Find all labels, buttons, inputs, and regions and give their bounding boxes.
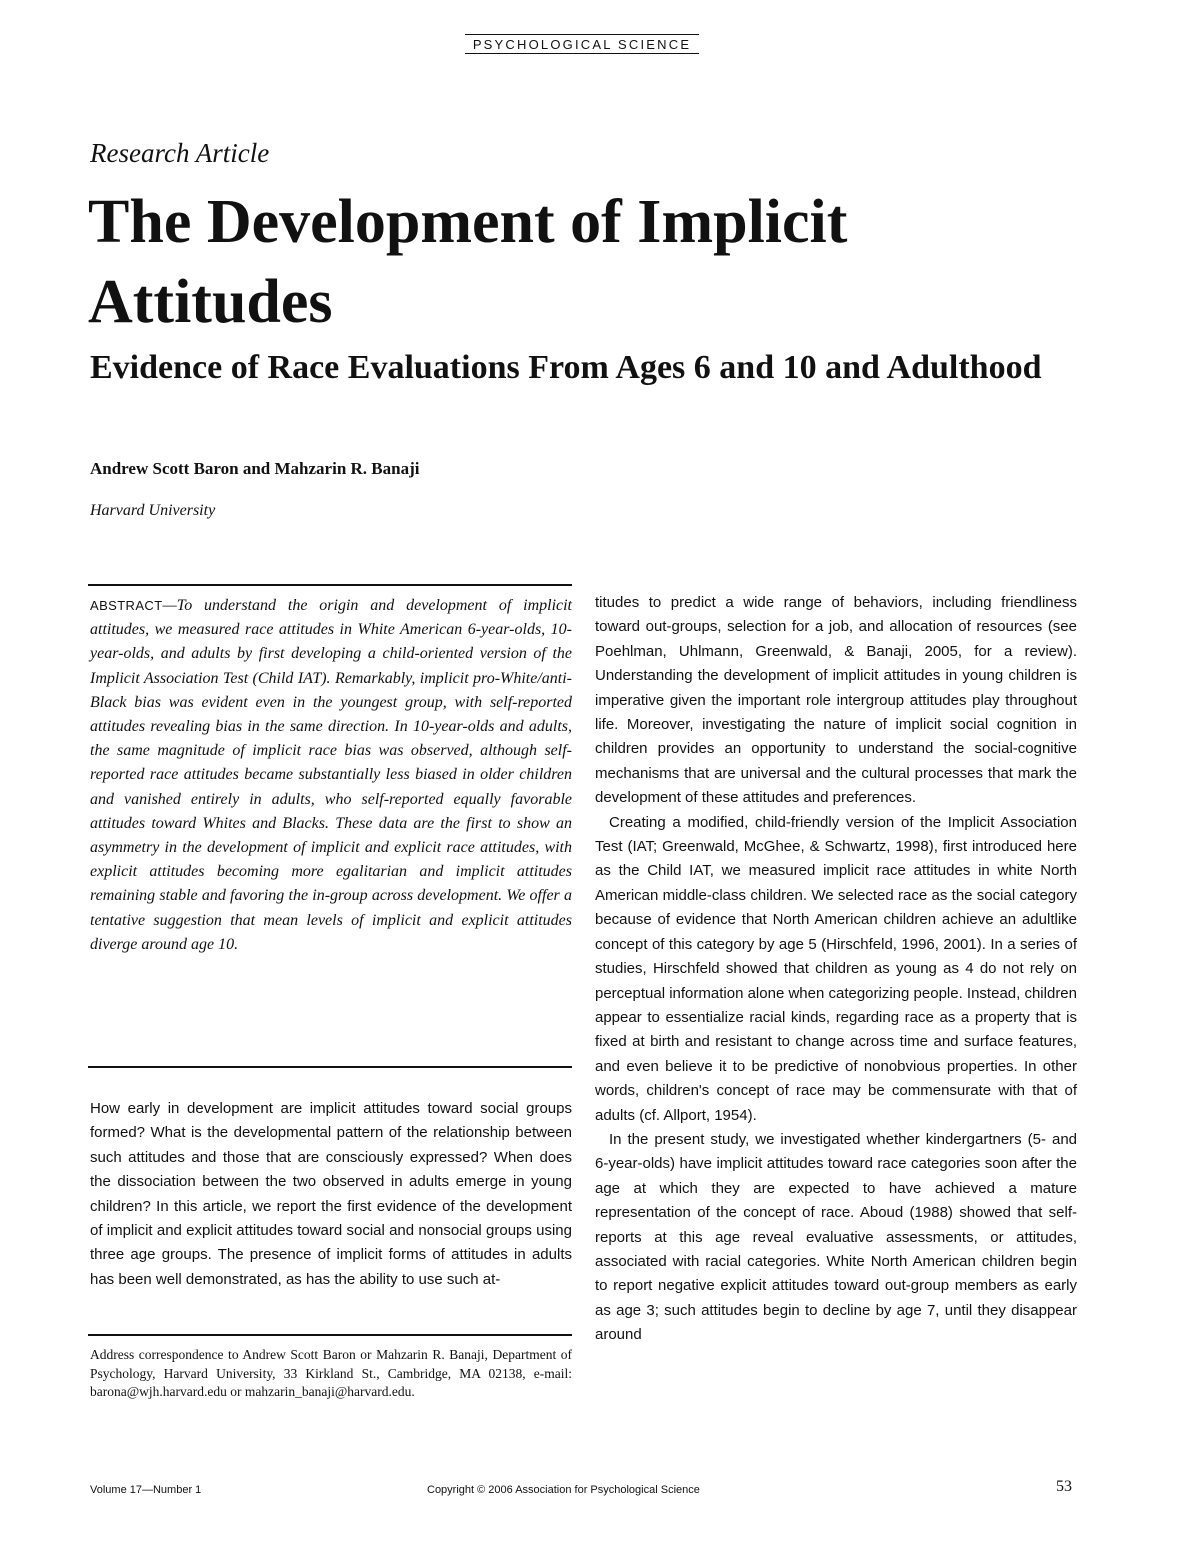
body-column-left-paragraph: How early in development are implicit attitudes toward social groups formed? What is the developmental pattern of the relationship between such attitudes and those that are consciously expressed? When does the dissociation between the two observed in adults emerge in young children? In this article, we report the first evidence of the development of implicit and explicit attitudes toward social and nonsocial groups using three age groups. The presence of implicit forms of attitudes in adults has been well demonstrated, as has the ability to use such at- — [90, 1100, 572, 1288]
abstract — [90, 594, 572, 957]
correspondence-footnote: Address correspondence to Andrew Scott Baron or Mahzarin R. Banaji, Department of Psychology, Harvard University, 33 Kirkland St., Cambridge, MA 02138, e-mail: barona@wjh.harvard.edu or mahzarin_banaji@harvard.edu. — [90, 1347, 572, 1400]
volume-number: Volume 17—Number 1 — [90, 1484, 202, 1496]
body-column-right — [595, 591, 1077, 1348]
footnote-rule — [88, 1334, 572, 1336]
body-paragraph: In the present study, we investigated whether kindergartners (5- and 6-year-olds) have implicit attitudes toward race categories soon after the age at which they are expected to have achieved a mature representation of the concept of race. Aboud (1988) showed that self-reports at this age reveal evaluative assessments, or attitudes, associated with racial categories. White North American children begin to report negative explicit attitudes toward out-group members as early as age 3; such attitudes begin to decline by age 7, until they disappear around — [595, 1130, 1077, 1344]
journal-header: PSYCHOLOGICAL SCIENCE — [465, 34, 699, 54]
abstract-text: —To understand the origin and development of implicit attitudes, we measured race attitudes in White American 6-year-olds, 10-year-olds, and adults by first developing a child-oriented version of the Implicit Association Test (Child IAT). Remarkably, implicit pro-White/anti-Black bias was evident even in the youngest group, with self-reported attitudes revealing bias in the same direction. In 10-year-olds and adults, the same magnitude of implicit race bias was observed, although self-reported race attitudes became substantially less biased in older children and vanished entirely in adults, who self-reported equally favorable attitudes toward Whites and Blacks. These data are the first to show an asymmetry in the development of implicit and explicit race attitudes, with explicit attitudes becoming more egalitarian and implicit attitudes remaining stable and favoring the in-group across development. We offer a tentative suggestion that mean levels of implicit and explicit attitudes diverge around age 10. — [90, 597, 572, 953]
affiliation: Harvard University — [90, 502, 216, 519]
page-number: 53 — [1056, 1478, 1072, 1495]
abstract-bottom-rule — [88, 1066, 572, 1068]
article-title: The Development of Implicit Attitudes — [88, 188, 848, 336]
author-list: Andrew Scott Baron and Mahzarin R. Banaji — [90, 459, 420, 478]
abstract-label: ABSTRACT — [90, 598, 163, 613]
abstract-top-rule — [88, 584, 572, 586]
body-paragraph: titudes to predict a wide range of behaviors, including friendliness toward out-groups, selection for a job, and allocation of resources (see Poehlman, Uhlmann, Greenwald, & Banaji, 2005, for a review). Understanding the development of implicit attitudes in young children is imperative given the important role intergroup attitudes play throughout life. Moreover, investigating the nature of implicit social cognition in children provides an opportunity to understand the social-cognitive mechanisms that are universal and the cultural processes that mark the development of these attitudes and preferences. — [595, 594, 1077, 807]
copyright-notice: Copyright © 2006 Association for Psychological Science — [427, 1484, 700, 1496]
body-paragraph: Creating a modified, child-friendly version of the Implicit Association Test (IAT; Greenwald, McGhee, & Schwartz, 1998), first introduced here as the Child IAT, we measured implicit race attitudes in white North American middle-class children. We selected race as the social category because of evidence that North American children achieve an adultlike concept of this category by age 5 (Hirschfeld, 1996, 2001). In a series of studies, Hirschfeld showed that children as young as 4 do not rely on perceptual information alone when categorizing people. Instead, children appear to essentialize racial kinds, regarding race as a property that is fixed at birth and resistant to change across time and surface features, and even believe it to be predictive of nonobvious properties. In other words, children's concept of race may be commensurate with that of adults (cf. Allport, 1954). — [595, 813, 1077, 1124]
article-subtitle: Evidence of Race Evaluations From Ages 6 and 10 and Adulthood — [90, 349, 1042, 386]
article-type: Research Article — [90, 138, 270, 168]
